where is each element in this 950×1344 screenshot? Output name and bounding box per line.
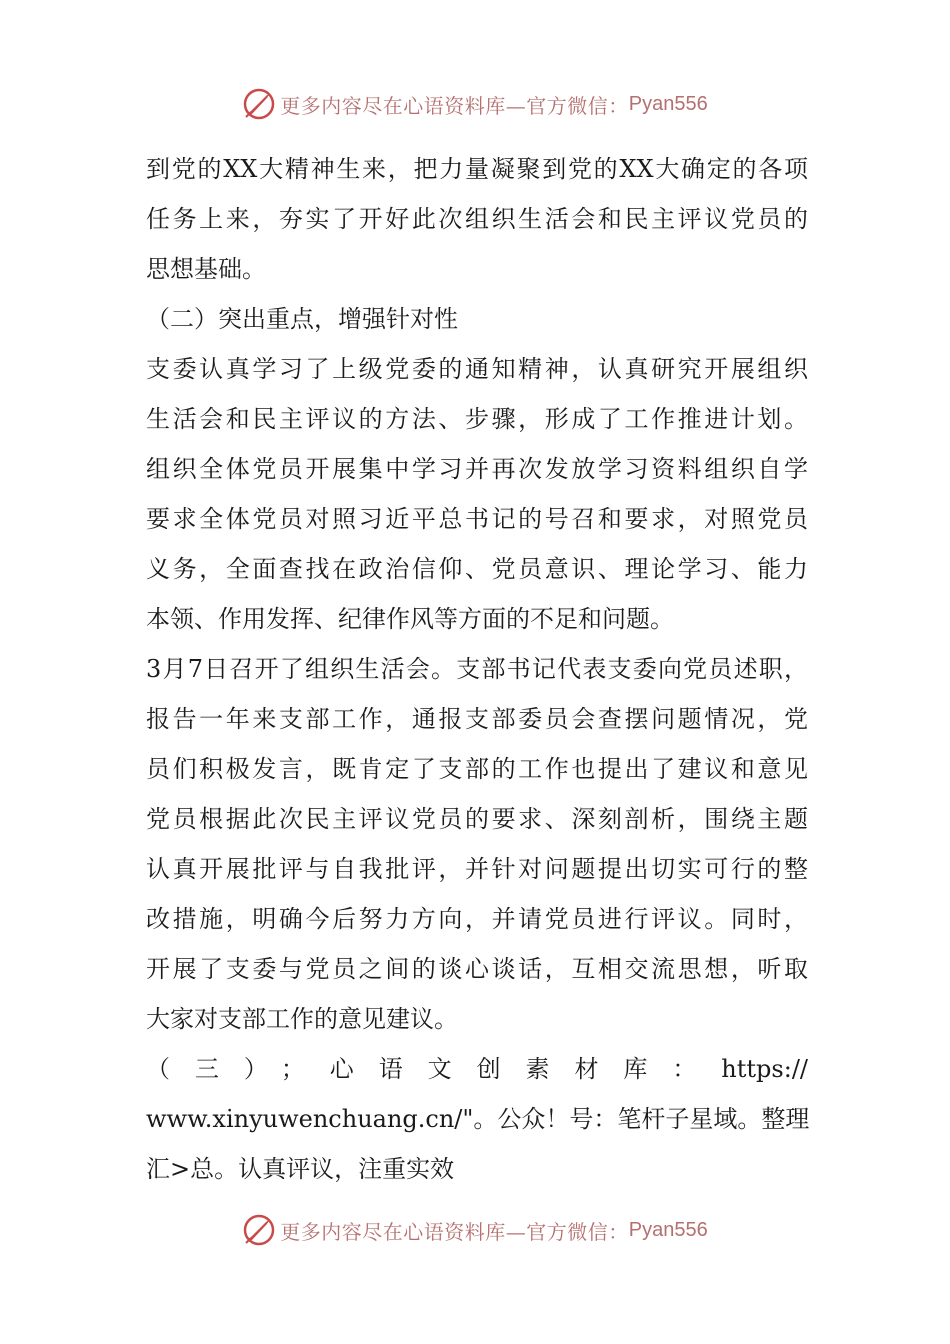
text-line: 任务上来，夯实了开好此次组织生活会和民主评议党员的 [146,205,808,233]
text-line: 本领、作用发挥、纪律作风等方面的不足和问题。 [146,605,674,633]
text-line: 员们积极发言，既肯定了支部的工作也提出了建议和意见 [146,755,808,783]
banner-wechat-id: Pyan556 [628,92,708,115]
text-line: 3月7日召开了组织生活会。支部书记代表支委向党员述职， [146,655,808,683]
text-line: 开展了支委与党员之间的谈心谈话，互相交流思想，听取 [146,955,808,983]
text-line: 党员根据此次民主评议党员的要求、深刻剖析，围绕主题 [146,805,808,833]
text-line: 报告一年来支部工作，通报支部委员会查摆问题情况，党 [146,705,808,733]
pen-quill-icon [242,1213,276,1247]
text-line-with-url: www.xinyuwenchuang.cn/"。公众！号：笔杆子星域。整理 [146,1105,810,1133]
text-line: 思想基础。 [146,255,266,283]
text-line: 生活会和民主评议的方法、步骤，形成了工作推进计划。 [146,405,808,433]
pen-quill-icon [242,87,276,121]
text-line: 改措施，明确今后努力方向，并请党员进行评议。同时， [146,905,808,933]
banner-text: 更多内容尽在心语资料库—官方微信： [280,1219,629,1244]
banner-wechat-id: Pyan556 [628,1218,708,1241]
banner-text: 更多内容尽在心语资料库—官方微信： [280,93,629,118]
text-line: 支委认真学习了上级党委的通知精神，认真研究开展组织 [146,355,808,383]
text-line: 认真开展批评与自我批评，并针对问题提出切实可行的整 [146,855,808,883]
footer-banner [0,1210,950,1250]
section-heading: （二）突出重点，增强针对性 [146,305,458,333]
text-line: 大家对支部工作的意见建议。 [146,1005,458,1033]
document-body [146,144,808,1194]
text-line: 汇>总。认真评议，注重实效 [146,1155,455,1183]
section-heading-with-link: （三）；心语文创素材库：https:// [146,1055,808,1083]
text-line: 义务，全面查找在政治信仰、党员意识、理论学习、能力 [146,555,808,583]
text-line: 组织全体党员开展集中学习并再次发放学习资料组织自学 [146,455,808,483]
text-line: 要求全体党员对照习近平总书记的号召和要求，对照党员 [146,505,808,533]
text-line: 到党的XX大精神生来，把力量凝聚到党的XX大确定的各项 [146,155,808,183]
header-banner [0,84,950,124]
